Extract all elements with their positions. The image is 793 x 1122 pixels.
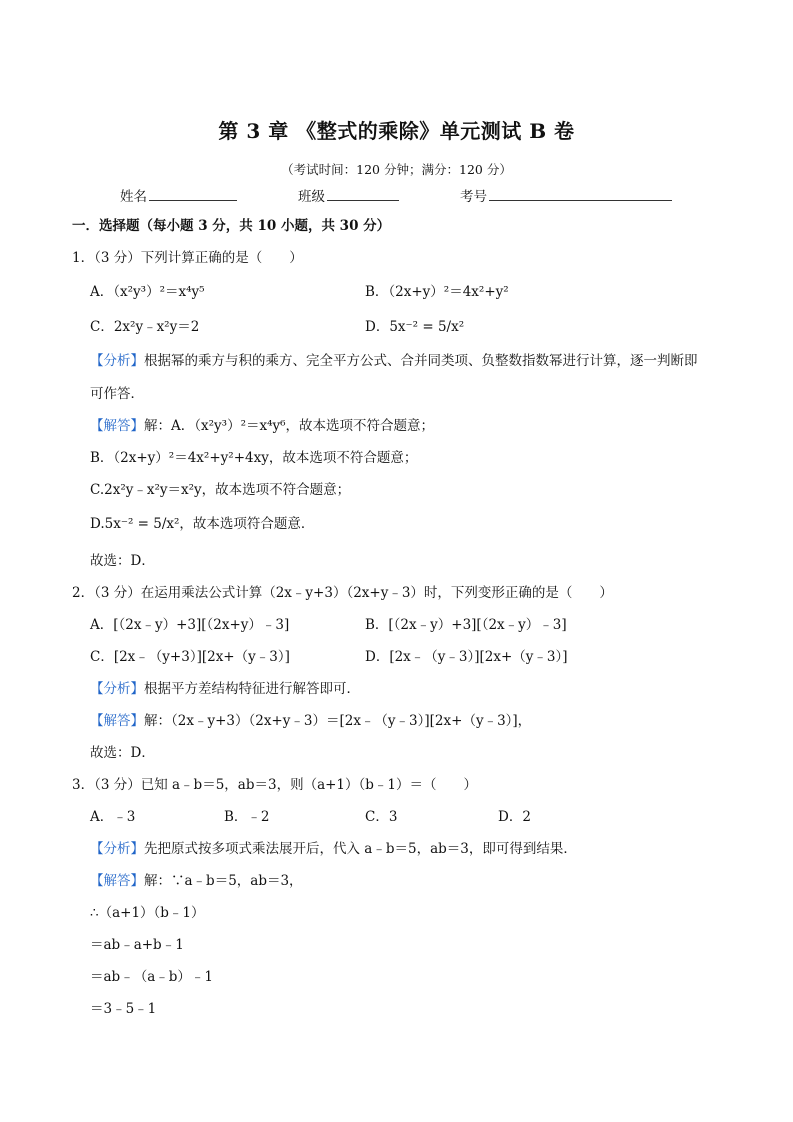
q2-answer-text: 解：（2x﹣y+3）（2x+y﹣3）＝[2x﹣（y﹣3）][2x+（y﹣3）]，	[144, 713, 532, 729]
q1-analysis	[90, 352, 698, 370]
q3-step-4: ＝3﹣5﹣1	[90, 1001, 157, 1017]
q3-answer-text: 解：∵a﹣b＝5，ab＝3，	[144, 873, 303, 889]
q2-answer	[90, 712, 531, 730]
analysis-tag: 【分析】	[90, 353, 144, 369]
q1-answer-c: C.2x²y﹣x²y＝x²y，故本选项不符合题意；	[90, 482, 351, 498]
q1-answer	[90, 417, 434, 435]
q2-choice: 故选：D．	[90, 745, 155, 761]
answer-tag: 【解答】	[90, 713, 144, 729]
q1-answer-b: B．（2x+y）²＝4x²+y²+4xy，故本选项不符合题意；	[90, 450, 418, 466]
q2-option-c: C．[2x﹣（y+3）][2x+（y﹣3）]	[90, 649, 290, 665]
q3-option-a: A．﹣3	[90, 809, 136, 825]
q3-analysis	[90, 840, 577, 858]
page-subtitle: （考试时间：120 分钟；满分：120 分）	[281, 162, 512, 177]
q1-answer-d: D.5x⁻² = 5/x²，故本选项符合题意．	[90, 516, 315, 532]
q1-option-a: A．（x²y³）²＝x⁴y⁵	[90, 284, 205, 300]
q2-option-b: B．[（2x﹣y）+3][（2x﹣y）﹣3]	[365, 617, 567, 633]
answer-tag: 【解答】	[90, 873, 144, 889]
page-title: 第 3 章 《整式的乘除》单元测试 B 卷	[218, 119, 575, 143]
q1-answer-a: 解：A．（x²y³）²＝x⁴y⁶，故本选项不符合题意；	[144, 418, 435, 434]
q3-step-3: ＝ab﹣（a﹣b）﹣1	[90, 969, 213, 985]
name-label: 姓名	[120, 189, 147, 205]
section-heading: 一．选择题（每小题 3 分，共 10 小题，共 30 分）	[72, 218, 391, 234]
number-field[interactable]	[460, 186, 672, 206]
q1-stem: 1．（3 分）下列计算正确的是（ ）	[72, 250, 303, 266]
analysis-tag: 【分析】	[90, 681, 144, 697]
q3-option-d: D．2	[498, 809, 531, 825]
name-field[interactable]	[120, 186, 237, 206]
q1-option-d: D．5x⁻² = 5/x²	[365, 319, 465, 335]
q3-stem: 3．（3 分）已知 a﹣b＝5，ab＝3，则（a+1）（b﹣1）＝（ ）	[72, 777, 477, 793]
q2-option-a: A．[（2x﹣y）+3][（2x+y）﹣3]	[90, 617, 290, 633]
q1-analysis-cont: 可作答．	[90, 386, 144, 402]
class-field[interactable]	[298, 186, 399, 206]
q1-analysis-text: 根据幂的乘方与积的乘方、完全平方公式、合并同类项、负整数指数幂进行计算，逐一判断即	[144, 353, 698, 369]
q1-option-c: C．2x²y﹣x²y＝2	[90, 319, 200, 335]
q2-analysis	[90, 680, 360, 698]
q3-analysis-text: 先把原式按多项式乘法展开后，代入 a﹣b＝5，ab＝3，即可得到结果．	[144, 841, 577, 857]
number-label: 考号	[460, 189, 487, 205]
analysis-tag: 【分析】	[90, 841, 144, 857]
q3-answer	[90, 872, 303, 890]
q2-analysis-text: 根据平方差结构特征进行解答即可．	[144, 681, 360, 697]
q3-option-b: B．﹣2	[224, 809, 270, 825]
q3-step-2: ＝ab﹣a+b﹣1	[90, 937, 184, 953]
q2-option-d: D．[2x﹣（y﹣3）][2x+（y﹣3）]	[365, 649, 568, 665]
class-label: 班级	[298, 189, 325, 205]
q1-choice: 故选：D．	[90, 553, 155, 569]
q3-step-1: ∴（a+1）（b﹣1）	[90, 905, 205, 921]
q1-option-b: B．（2x+y）²＝4x²+y²	[365, 284, 509, 300]
answer-tag: 【解答】	[90, 418, 144, 434]
q3-option-c: C．3	[365, 809, 398, 825]
q2-stem: 2．（3 分）在运用乘法公式计算（2x﹣y+3）（2x+y﹣3）时，下列变形正确的是（ ）	[72, 585, 613, 601]
